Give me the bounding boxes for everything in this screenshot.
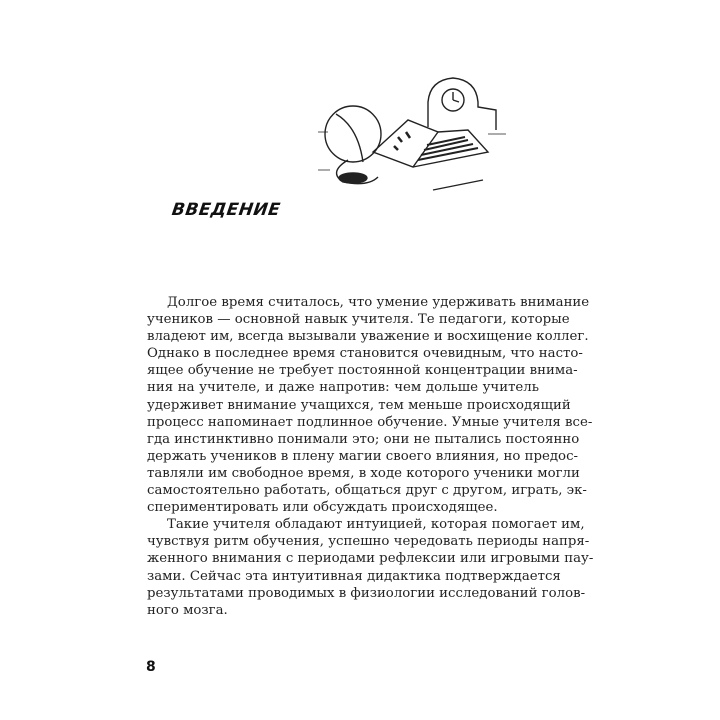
paragraph (147, 294, 593, 516)
text-line: ния на учителе, и даже напротив: чем дольше учитель (147, 380, 539, 396)
text-line: чувствуя ритм обучения, успешно чередовать периоды напря- (147, 534, 590, 550)
text-line: процесс напоминает подлинное обучение. Умные учителя все- (147, 414, 593, 430)
clock-icon (428, 78, 496, 130)
text-line: женного внимания с периодами рефлексии или игровыми пау- (147, 551, 594, 567)
text-line: гда инстинктивно понимали это; они не пытались постоянно (147, 431, 580, 447)
text-line: тавляли им свободное время, в ходе которого ученики могли (147, 465, 580, 481)
text-line: ящее обучение не требует постоянной концентрации внима- (147, 363, 578, 379)
text-line: самостоятельно работать, общаться друг с другом, играть, эк- (147, 483, 587, 499)
text-line: владеют им, всегда вызывали уважение и восхищение коллег. (147, 329, 589, 345)
text-line: зами. Сейчас эта интуитивная дидактика подтверждается (147, 568, 561, 584)
globe-icon (325, 106, 381, 184)
text-line: спериментировать или обсуждать происходящее. (147, 500, 498, 516)
text-line: Долгое время считалось, что умение удерживать внимание (167, 295, 590, 310)
text-line: ного мозга. (147, 602, 228, 618)
section-heading: ВВЕДЕНИЕ (170, 200, 282, 220)
text-line: держать учеников в плену магии своего влияния, но предос- (147, 448, 579, 464)
book-icon (373, 120, 488, 167)
desk-illustration (318, 72, 508, 197)
text-line: Однако в последнее время становится очевидным, что насто- (147, 346, 583, 362)
text-line: удерживет внимание учащихся, тем меньше происходящий (147, 397, 571, 413)
text-line: результатами проводимых в физиологии исследований голов- (147, 585, 586, 601)
text-line: Такие учителя обладают интуицией, которая помогает им, (167, 517, 585, 533)
text-line: учеников — основной навык учителя. Те педагоги, которые (147, 312, 570, 328)
page-number: 8 (146, 659, 156, 675)
paragraph (147, 516, 594, 619)
body-text (147, 294, 594, 619)
pencil-icon (433, 180, 483, 190)
